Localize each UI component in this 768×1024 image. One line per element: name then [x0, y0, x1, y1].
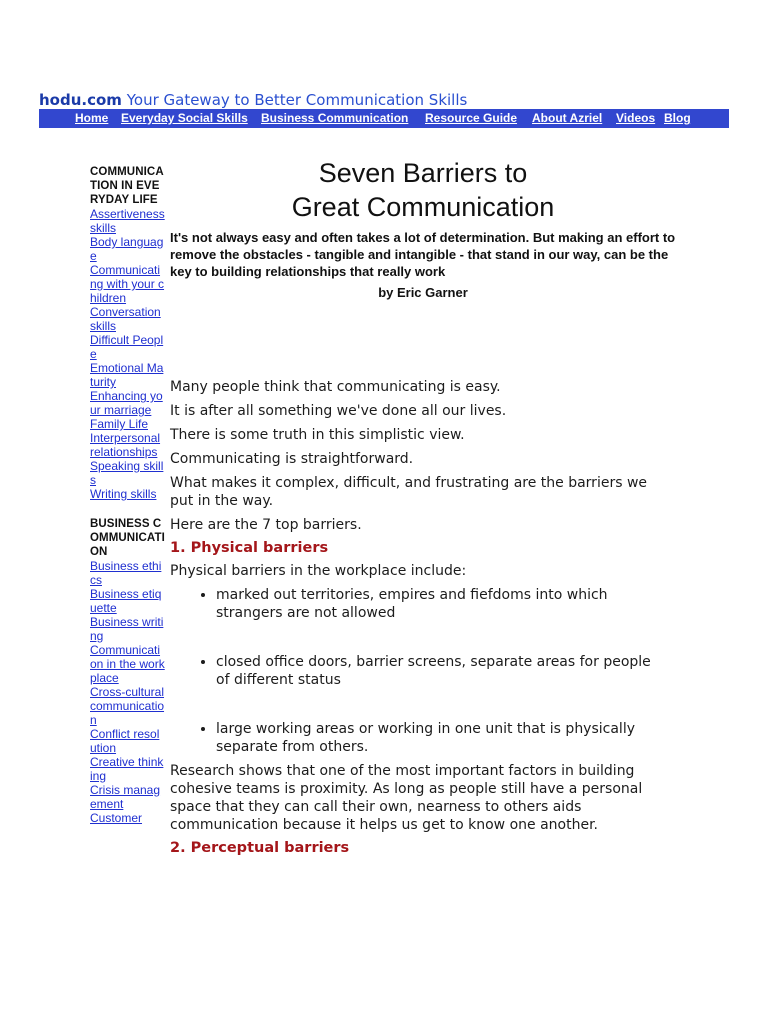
list-item: • marked out territories, empires and fiefdoms into which strangers are not allowed: [216, 586, 666, 622]
sidebar-heading: BUSINESS COMMUNICATION: [90, 518, 165, 558]
sidebar-link[interactable]: Enhancing your marriage: [90, 389, 163, 417]
nav-blog[interactable]: Blog: [664, 111, 691, 125]
nav-videos[interactable]: Videos: [616, 111, 656, 125]
article-title-line2: Great Communication: [291, 192, 555, 222]
nav-about-azriel[interactable]: About Azriel: [532, 111, 603, 125]
sidebar-link[interactable]: Communicating with your children: [90, 263, 165, 305]
sidebar-group-business: [90, 517, 166, 825]
sidebar-heading: COMMUNICATION IN EVERYDAY LIFE: [90, 166, 164, 206]
list-item: • closed office doors, barrier screens, separate areas for people of different status: [216, 653, 666, 689]
section-heading-physical: 1. Physical barriers: [170, 540, 329, 556]
top-nav: [39, 109, 729, 128]
sidebar-link[interactable]: Difficult People: [90, 333, 164, 361]
list-item: • large working areas or working in one unit that is physically separate from others.: [216, 720, 666, 756]
nav-resource-guide[interactable]: Resource Guide: [425, 111, 518, 125]
section-intro: Physical barriers in the workplace include:: [170, 563, 467, 579]
sidebar-link[interactable]: Cross-cultural communication: [90, 685, 165, 727]
sidebar-link[interactable]: Customer: [90, 811, 143, 825]
article-lead: It's not always easy and often takes a lot of determination. But making an effort to remove the obstacles - tangible and intangible - that stand in our way, can be the key to building relationships that really work: [170, 230, 676, 279]
intro-paragraph: Many people think that communicating is easy.: [170, 379, 501, 395]
nav-everyday-social-skills[interactable]: Everyday Social Skills: [121, 111, 248, 125]
research-paragraph: Research shows that one of the most important factors in building cohesive teams is proximity. As long as people still have a personal space that they can call their own, nearness to others aids communication because it helps us get to know one another.: [170, 763, 643, 833]
sidebar-link[interactable]: Body language: [90, 235, 164, 263]
sidebar-link[interactable]: Conversation skills: [90, 305, 161, 333]
sidebar-link[interactable]: Conflict resolution: [90, 727, 160, 755]
article: [170, 156, 676, 856]
sidebar-link[interactable]: Writing skills: [90, 487, 157, 501]
sidebar-link[interactable]: Family Life: [90, 417, 149, 431]
article-byline: by Eric Garner: [378, 285, 468, 300]
site-header: [39, 91, 467, 109]
sidebar-link[interactable]: Emotional Maturity: [90, 361, 164, 389]
sidebar-link[interactable]: Interpersonal relationships: [90, 431, 161, 459]
sidebar-link[interactable]: Creative thinking: [90, 755, 164, 783]
nav-home[interactable]: Home: [75, 111, 109, 125]
intro-paragraph: Here are the 7 top barriers.: [170, 517, 362, 533]
intro-paragraph: What makes it complex, difficult, and frustrating are the barriers we put in the way.: [170, 475, 648, 509]
site-tagline: Your Gateway to Better Communication Skills: [126, 91, 468, 109]
sidebar-link[interactable]: Business writing: [90, 615, 164, 643]
sidebar-group-everyday: [90, 165, 166, 501]
sidebar-link[interactable]: Communication in the workplace: [90, 643, 165, 685]
article-title: [170, 156, 676, 224]
sidebar: [90, 165, 166, 841]
intro-paragraph: It is after all something we've done all our lives.: [170, 403, 507, 419]
sidebar-link[interactable]: Assertiveness skills: [90, 207, 165, 235]
sidebar-link[interactable]: Business ethics: [90, 559, 162, 587]
intro-paragraph: There is some truth in this simplistic view.: [170, 427, 465, 443]
sidebar-link[interactable]: Crisis management: [90, 783, 161, 811]
nav-business-communication[interactable]: Business Communication: [261, 111, 409, 125]
intro-paragraph: Communicating is straightforward.: [170, 451, 414, 467]
sidebar-link[interactable]: Business etiquette: [90, 587, 162, 615]
section-heading-perceptual: 2. Perceptual barriers: [170, 840, 350, 856]
article-title-line1: Seven Barriers to: [318, 158, 528, 188]
sidebar-link[interactable]: Speaking skills: [90, 459, 164, 487]
physical-barriers-list: [170, 586, 676, 756]
site-name[interactable]: hodu.com: [39, 91, 122, 109]
